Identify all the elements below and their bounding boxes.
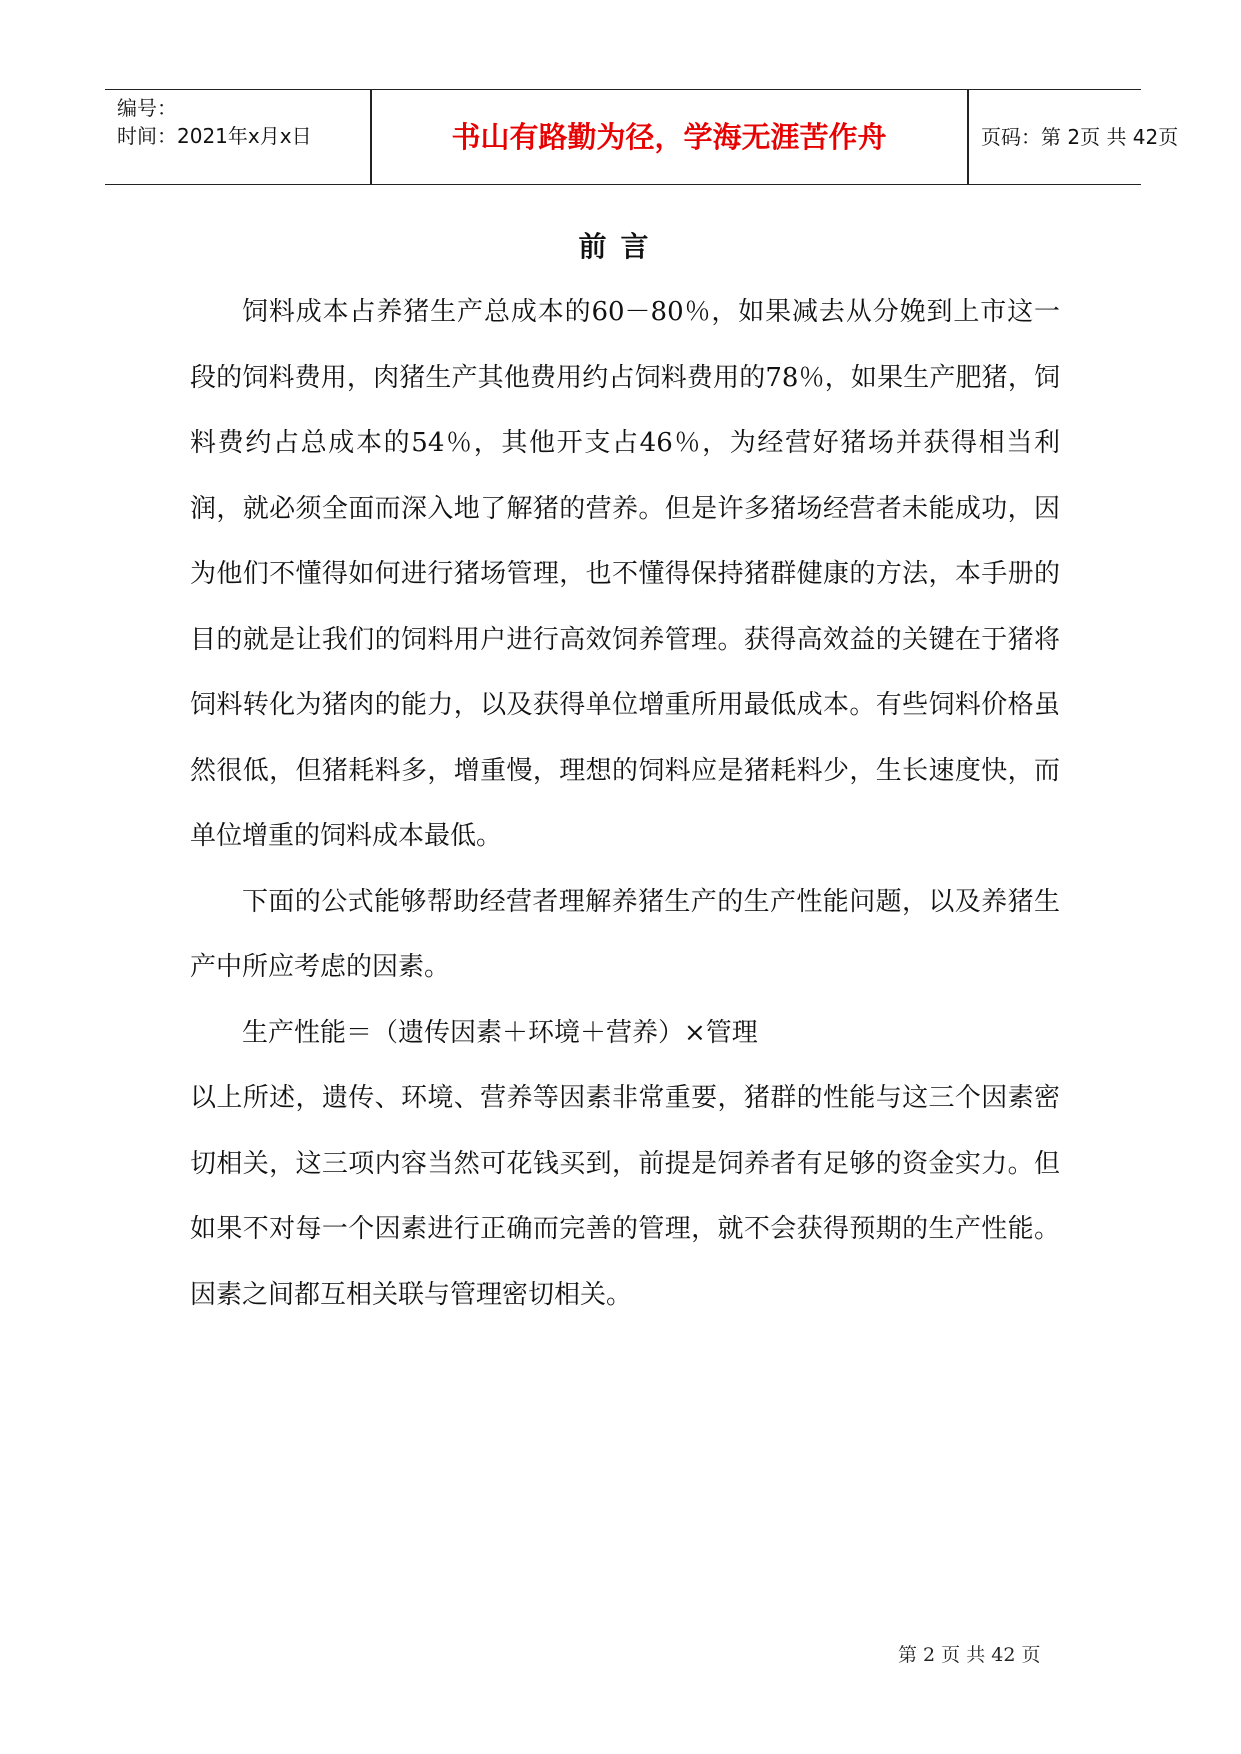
paragraph-3: 以上所述，遗传、环境、营养等因素非常重要，猪群的性能与这三个因素密切相关，这三项内容当然可花钱买到，前提是饲养者有足够的资金实力。但如果不对每一个因素进行正确而完善的管理，就不会获得预期的生产性能。因素之间都互相关联与管理密切相关。 — [190, 1083, 1060, 1310]
formula-line: 生产性能＝（遗传因素＋环境＋营养）×管理 — [242, 1017, 758, 1048]
document-time-label: 时间：2021年x月x日 — [117, 124, 312, 148]
header-meta — [117, 94, 312, 150]
page-header — [105, 89, 1179, 185]
header-divider-right — [967, 90, 969, 184]
header-divider-left — [370, 90, 372, 184]
header-motto: 书山有路勤为径，学海无涯苦作舟 — [451, 120, 887, 154]
paragraph-2: 下面的公式能够帮助经营者理解养猪生产的生产性能问题，以及养猪生产中所应考虑的因素。 — [190, 886, 1060, 982]
page-footer: 第 2 页 共 42 页 — [898, 1644, 1041, 1666]
document-number-label: 编号： — [117, 96, 177, 120]
document-title: 前言 — [578, 230, 663, 263]
document-body — [190, 280, 1060, 1328]
paragraph-1: 饲料成本占养猪生产总成本的60－80％，如果减去从分娩到上市这一段的饲料费用，肉猪生产其他费用约占饲料费用的78％，如果生产肥猪，饲料费约占总成本的54％，其他开支占46％，为经营好猪场并获得相当利润，就必须全面而深入地了解猪的营养。但是许多猪场经营者未能成功，因为他们不懂得如何进行猪场管理，也不懂得保持猪群健康的方法，本手册的目的就是让我们的饲料用户进行高效饲养管理。获得高效益的关键在于猪将饲料转化为猪肉的能力，以及获得单位增重所用最低成本。有些饲料价格虽然很低，但猪耗料多，增重慢，理想的饲料应是猪耗料少，生长速度快，而单位增重的饲料成本最低。 — [190, 297, 1060, 851]
header-page-code: 页码：第 2页 共 42页 — [981, 125, 1179, 149]
